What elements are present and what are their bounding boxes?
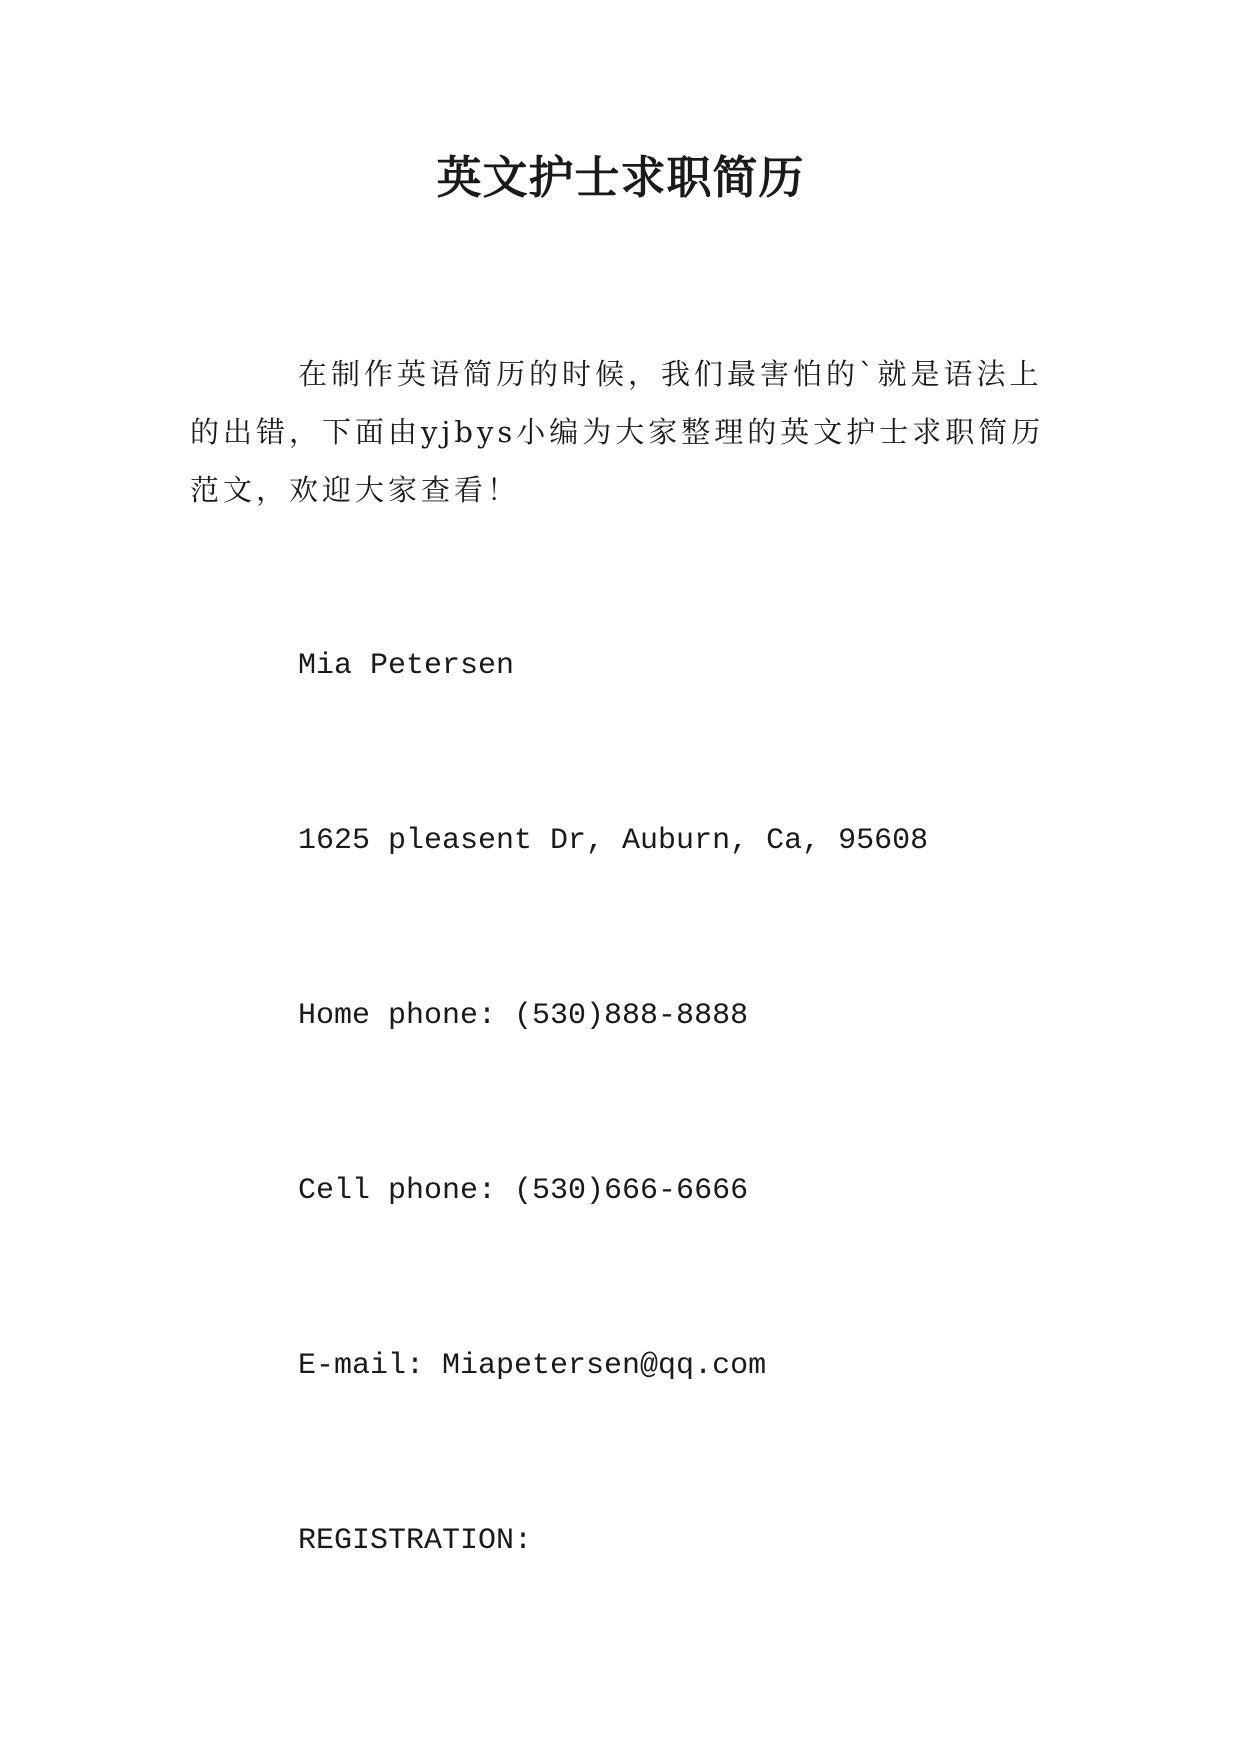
resume-name: Mia Petersen <box>298 649 515 683</box>
resume-email: E-mail: Miapetersen@qq.com <box>298 1349 767 1383</box>
resume-address: 1625 pleasent Dr, Auburn, Ca, 95608 <box>298 824 929 858</box>
resume-home-phone: Home phone: (530)888-8888 <box>298 999 749 1033</box>
intro-paragraph: 在制作英语简历的时候，我们最害怕的`就是语法上的出错，下面由yjbys小编为大家整理的英文护士求职简历范文，欢迎大家查看！ <box>190 357 1045 507</box>
section-heading-registration: REGISTRATION: <box>298 1524 533 1558</box>
page-title: 英文护士求职简历 <box>436 151 805 204</box>
resume-cell-phone: Cell phone: (530)666-6666 <box>298 1174 749 1208</box>
